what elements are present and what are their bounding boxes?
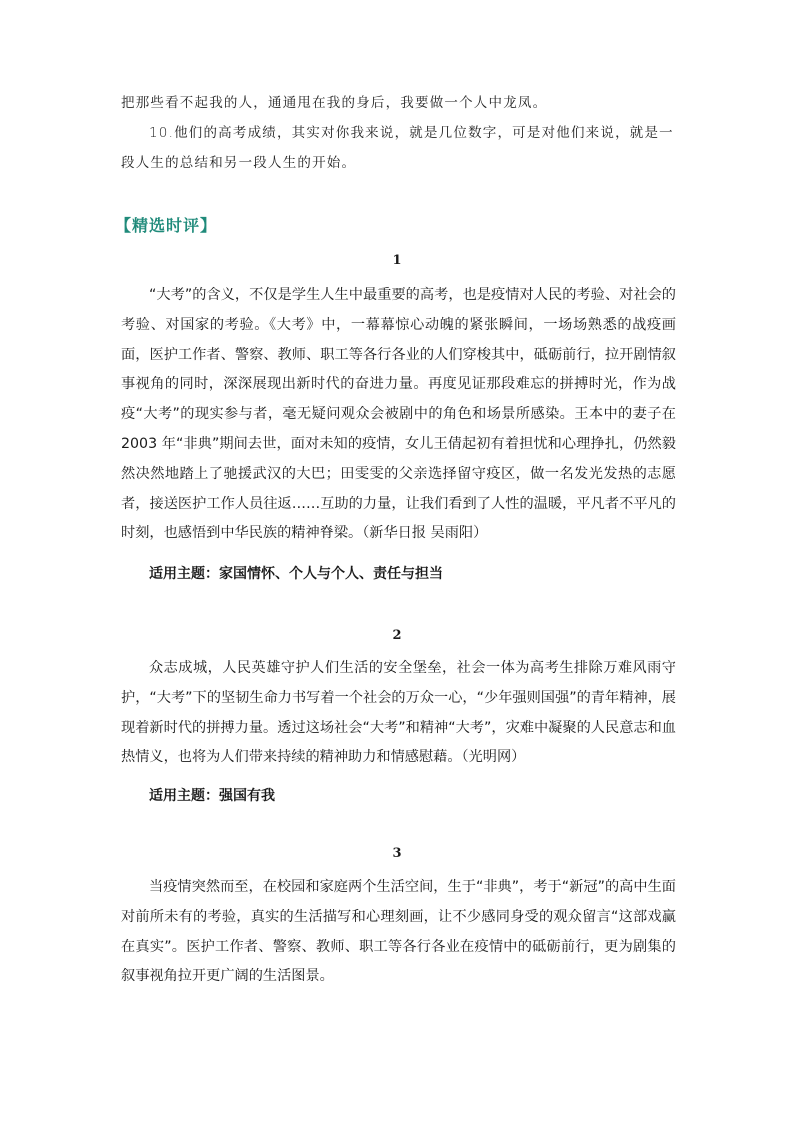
review-paragraph-1 [121, 281, 676, 549]
review-number-3: 3 [392, 846, 402, 861]
review-text-1: “大考”的含义，不仅是学生人生中最重要的高考，也是疫情对人民的考验、对社会的考验、对国家的考验。《大考》中，一幕幕惊心动魄的紧张瞬间，一场场熟悉的战疫画面，医护工作者、警察、教师、职工等各行各业的人们穿梭其中，砥砺前行，拉开剧情叙事视角的同时，深深展现出新时代的奋进力量。再度见证那段难忘的拼搏时光，作为战疫“大考”的现实参与者，毫无疑问观众会被剧中的角色和场景所感染。王本中的妻子在 2003 年“非典”期间去世，面对未知的疫情，女儿王倩起初有着担忧和心理挣扎，仍然毅然决然地踏上了驰援武汉的大巴；田雯雯的父亲选择留守疫区，做一名发光发热的志愿者，接送医护工作人员往返……互助的力量，让我们看到了人性的温暖，平凡者不平凡的时刻，也感悟到中华民族的精神脊梁。（新华日报 吴雨阳） [121, 287, 676, 542]
review-theme-1: 适用主题：家国情怀、个人与个人、责任与担当 [149, 566, 443, 582]
review-text-2: 众志成城，人民英雄守护人们生活的安全堡垒，社会一体为高考生排除万难风雨守护，“大考”下的坚韧生命力书写着一个社会的万众一心，“少年强则国强”的青年精神，展现着新时代的拼搏力量。透过这场社会“大考”和精神“大考”，灾难中凝聚的人民意志和血热情义，也将为人们带来持续的精神助力和情感慰藉。（光明网） [121, 660, 676, 766]
review-number-2: 2 [392, 628, 402, 643]
review-theme-2: 适用主题：强国有我 [149, 788, 275, 804]
review-number-1: 1 [392, 253, 402, 268]
review-paragraph-2 [121, 654, 676, 773]
review-paragraph-3 [121, 873, 676, 992]
section-title: 【精选时评】 [115, 216, 218, 235]
handwritten-item-10: 10.他们的高考成绩，其实对你我来说，就是几位数字，可是对他们来说，就是一段人生的总结和另一段人生的开始。 [121, 125, 674, 171]
handwritten-line-continuation: 把那些看不起我的人，通通甩在我的身后，我要做一个人中龙凤。 [121, 95, 548, 111]
review-text-3: 当疫情突然而至，在校园和家庭两个生活空间，生于“非典”，考于“新冠”的高中生面对前所未有的考验，真实的生活描写和心理刻画，让不少感同身受的观众留言“这部戏赢在真实”。医护工作者、警察、教师、职工等各行各业在疫情中的砥砺前行，更为剧集的叙事视角拉开更广阔的生活图景。 [121, 879, 676, 985]
